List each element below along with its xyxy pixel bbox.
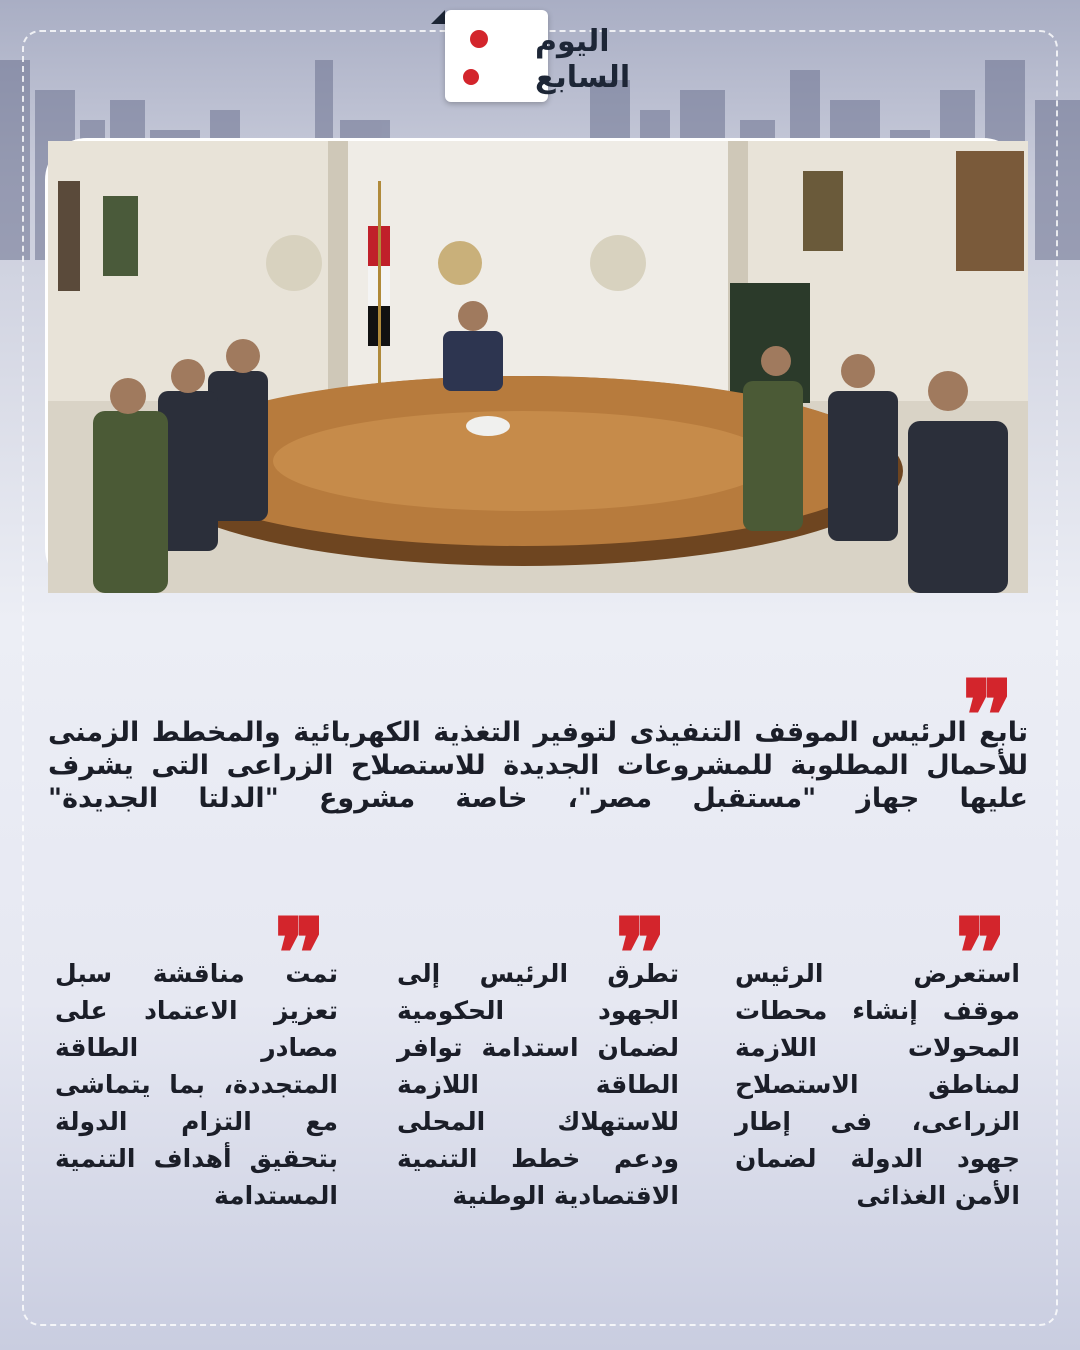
main-statement: تابع الرئيس الموقف التنفيذى لتوفير التغذية الكهربائية والمخطط الزمنى للأحمال المطلوبة للمشروعات الجديدة للاستصلاح الزراعى التى يشرف عليها جهاز "مستقبل مصر"، خاصة مشروع "الدلتا الجديدة" <box>48 717 1028 814</box>
brand-logo <box>445 10 630 102</box>
svg-text:اليوم: اليوم <box>534 24 610 59</box>
meeting-photo <box>45 138 1025 590</box>
fact-column-middle: تطرق الرئيس إلى الجهود الحكومية لضمان استدامة توافر الطاقة اللازمة للاستهلاك المحلى ودعم خطط التنمية الاقتصادية الوطنية <box>397 959 679 1210</box>
quote-mark-icon: ❞ <box>274 897 326 1010</box>
fact-column-left: تمت مناقشة سبل تعزيز الاعتماد على مصادر الطاقة المتجددة، بما يتماشى مع التزام الدولة بتحقيق أهداف التنمية المستدامة <box>55 959 338 1210</box>
quote-mark-icon: ❞ <box>615 897 667 1010</box>
fact-column-right: استعرض الرئيس موقف إنشاء محطات المحولات اللازمة لمناطق الاستصلاح الزراعى، فى إطار جهود الدولة لضمان الأمن الغذائى <box>735 959 1020 1210</box>
logo-tab-decoration <box>431 10 445 24</box>
quote-mark-icon: ❞ <box>962 659 1014 772</box>
youm7-logo-icon <box>457 19 630 95</box>
quote-mark-icon: ❞ <box>955 897 1007 1010</box>
svg-text:السابع: السابع <box>534 60 630 95</box>
